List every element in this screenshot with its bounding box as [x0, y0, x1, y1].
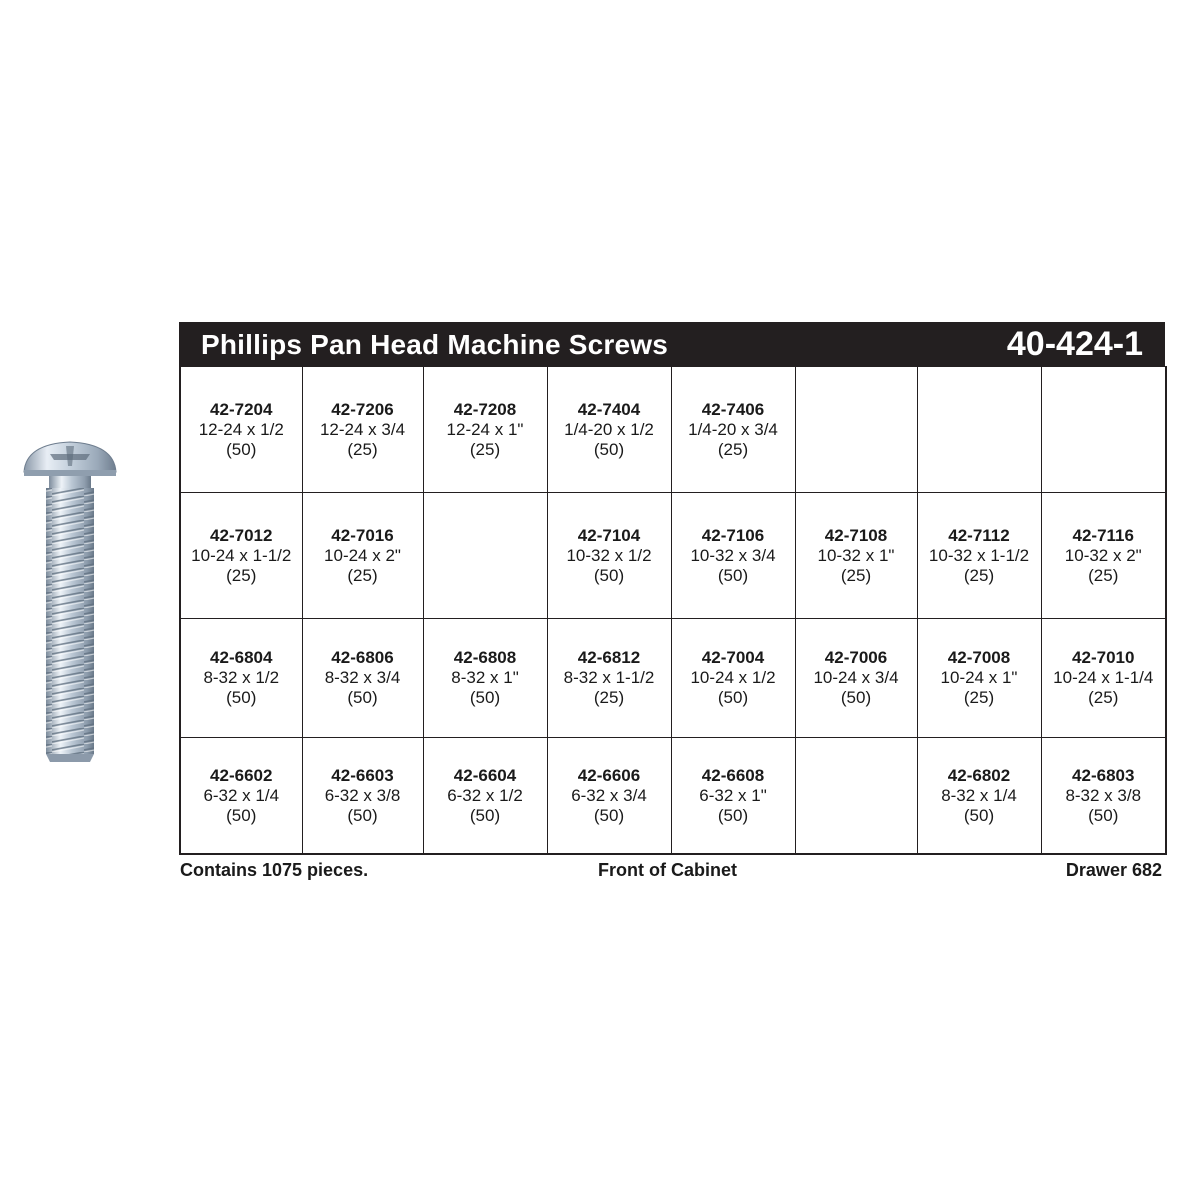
compartment-cell: [423, 367, 547, 493]
drawer-number: Drawer 682: [1065, 860, 1162, 880]
grid-row: [180, 619, 1166, 738]
screw-size: 6-32 x 1/4: [203, 785, 280, 805]
screw-size: 10-24 x 1-1/2: [191, 545, 292, 565]
screw-size: 10-32 x 1/2: [566, 545, 652, 565]
part-number: 42-7012: [210, 525, 273, 545]
compartment-cell: [423, 619, 547, 738]
compartment-cell: [302, 367, 423, 493]
part-number: 42-7016: [331, 525, 394, 545]
part-number: 42-7208: [453, 399, 517, 419]
quantity: (50): [347, 805, 378, 825]
compartment-cell: [180, 367, 302, 493]
empty-compartment-cell: [423, 493, 547, 619]
quantity: (50): [347, 688, 378, 707]
part-number: 42-7406: [701, 399, 765, 419]
part-number: 42-7108: [824, 525, 888, 545]
quantity: (25): [1088, 688, 1119, 707]
screw-size: 10-24 x 2": [324, 545, 401, 565]
part-number: 42-7404: [577, 399, 641, 419]
screw-size: 12-24 x 1/2: [198, 419, 284, 439]
screw-size: 6-32 x 1/2: [447, 785, 523, 805]
quantity: (25): [347, 439, 378, 459]
part-number: 42-7106: [701, 525, 765, 545]
part-number: 42-6606: [577, 765, 641, 785]
part-number: 42-7008: [947, 648, 1011, 667]
quantity: (50): [593, 805, 625, 825]
compartment-cell: [1041, 738, 1166, 855]
quantity: (25): [1088, 565, 1119, 585]
screw-size: 8-32 x 1": [451, 668, 519, 687]
screw-size: 8-32 x 1/2: [203, 668, 280, 687]
cabinet-orientation: Front of Cabinet: [598, 860, 737, 880]
compartment-grid: [179, 366, 1167, 855]
compartment-cell: [795, 619, 917, 738]
compartment-cell: [180, 738, 302, 855]
drawer-label-chart: [179, 322, 1165, 855]
empty-compartment-cell: [917, 367, 1041, 493]
quantity: (50): [840, 688, 872, 707]
grid-row: [180, 493, 1166, 619]
compartment-cell: [917, 738, 1041, 855]
grid-row: [180, 738, 1166, 855]
screw-size: 10-24 x 1/2: [690, 668, 776, 687]
part-number: 42-6604: [453, 765, 517, 785]
part-number: 42-7004: [701, 648, 765, 667]
quantity: (50): [469, 688, 501, 707]
screw-size: 1/4-20 x 1/2: [564, 419, 654, 439]
screw-size: 8-32 x 1/4: [941, 785, 1017, 805]
compartment-cell: [302, 738, 423, 855]
compartment-cell: [547, 619, 671, 738]
screw-size: 1/4-20 x 3/4: [688, 419, 778, 439]
part-number: 42-7010: [1072, 648, 1135, 667]
empty-compartment-cell: [795, 367, 917, 493]
grid-row: [180, 367, 1166, 493]
compartment-cell: [547, 738, 671, 855]
assortment-part-number: 40-424-1: [1006, 324, 1143, 363]
quantity: (25): [226, 565, 257, 585]
quantity: (25): [593, 688, 625, 707]
empty-compartment-cell: [795, 738, 917, 855]
part-number: 42-6808: [453, 648, 517, 667]
part-number: 42-6806: [331, 648, 394, 667]
compartment-cell: [1041, 493, 1166, 619]
part-number: 42-7206: [331, 399, 394, 419]
compartment-cell: [671, 738, 795, 855]
screw-size: 6-32 x 1": [699, 785, 767, 805]
part-number: 42-6804: [210, 648, 273, 667]
quantity: (50): [226, 805, 257, 825]
screw-size: 12-24 x 1": [446, 419, 524, 439]
piece-count: Contains 1075 pieces.: [180, 860, 369, 880]
quantity: (50): [963, 805, 995, 825]
quantity: (50): [226, 439, 257, 459]
compartment-cell: [795, 493, 917, 619]
screw-image: [20, 440, 120, 765]
part-number: 42-7204: [210, 399, 273, 419]
screw-size: 10-32 x 1": [817, 545, 895, 565]
screw-size: 12-24 x 3/4: [319, 419, 406, 439]
quantity: (50): [717, 805, 749, 825]
screw-size: 10-32 x 3/4: [690, 545, 776, 565]
part-number: 42-6602: [210, 765, 273, 785]
screw-size: 8-32 x 3/8: [1065, 785, 1142, 805]
screw-size: 10-24 x 1": [940, 668, 1018, 687]
compartment-cell: [547, 367, 671, 493]
compartment-cell: [180, 493, 302, 619]
quantity: (25): [717, 439, 749, 459]
screw-size: 8-32 x 3/4: [324, 668, 401, 687]
compartment-cell: [917, 619, 1041, 738]
screw-size: 6-32 x 3/4: [571, 785, 647, 805]
compartment-cell: [547, 493, 671, 619]
part-number: 42-6812: [577, 648, 641, 667]
footer: [179, 860, 1163, 884]
part-number: 42-6603: [331, 765, 394, 785]
compartment-cell: [671, 367, 795, 493]
quantity: (50): [717, 565, 749, 585]
screw-size: 10-24 x 1-1/4: [1053, 668, 1154, 687]
quantity: (25): [840, 565, 872, 585]
part-number: 42-7112: [948, 525, 1010, 545]
quantity: (50): [226, 688, 257, 707]
quantity: (25): [347, 565, 378, 585]
screw-size: 8-32 x 1-1/2: [563, 668, 655, 687]
part-number: 42-7116: [1072, 525, 1134, 545]
compartment-cell: [1041, 619, 1166, 738]
part-number: 42-6802: [947, 765, 1011, 785]
quantity: (25): [963, 688, 995, 707]
part-number: 42-6803: [1072, 765, 1135, 785]
quantity: (25): [963, 565, 995, 585]
part-number: 42-6608: [701, 765, 765, 785]
compartment-cell: [423, 738, 547, 855]
quantity: (50): [593, 565, 625, 585]
quantity: (50): [1088, 805, 1119, 825]
compartment-cell: [671, 619, 795, 738]
screw-size: 6-32 x 3/8: [324, 785, 401, 805]
compartment-cell: [917, 493, 1041, 619]
page-title: Phillips Pan Head Machine Screws: [201, 329, 669, 360]
compartment-cell: [180, 619, 302, 738]
quantity: (50): [469, 805, 501, 825]
header-bar: [179, 322, 1165, 366]
screw-size: 10-24 x 3/4: [813, 668, 899, 687]
compartment-cell: [671, 493, 795, 619]
quantity: (50): [717, 688, 749, 707]
quantity: (25): [469, 439, 501, 459]
part-number: 42-7006: [824, 648, 888, 667]
screw-size: 10-32 x 2": [1064, 545, 1142, 565]
screw-size: 10-32 x 1-1/2: [928, 545, 1030, 565]
quantity: (50): [593, 439, 625, 459]
compartment-cell: [302, 619, 423, 738]
empty-compartment-cell: [1041, 367, 1166, 493]
part-number: 42-7104: [577, 525, 641, 545]
compartment-cell: [302, 493, 423, 619]
